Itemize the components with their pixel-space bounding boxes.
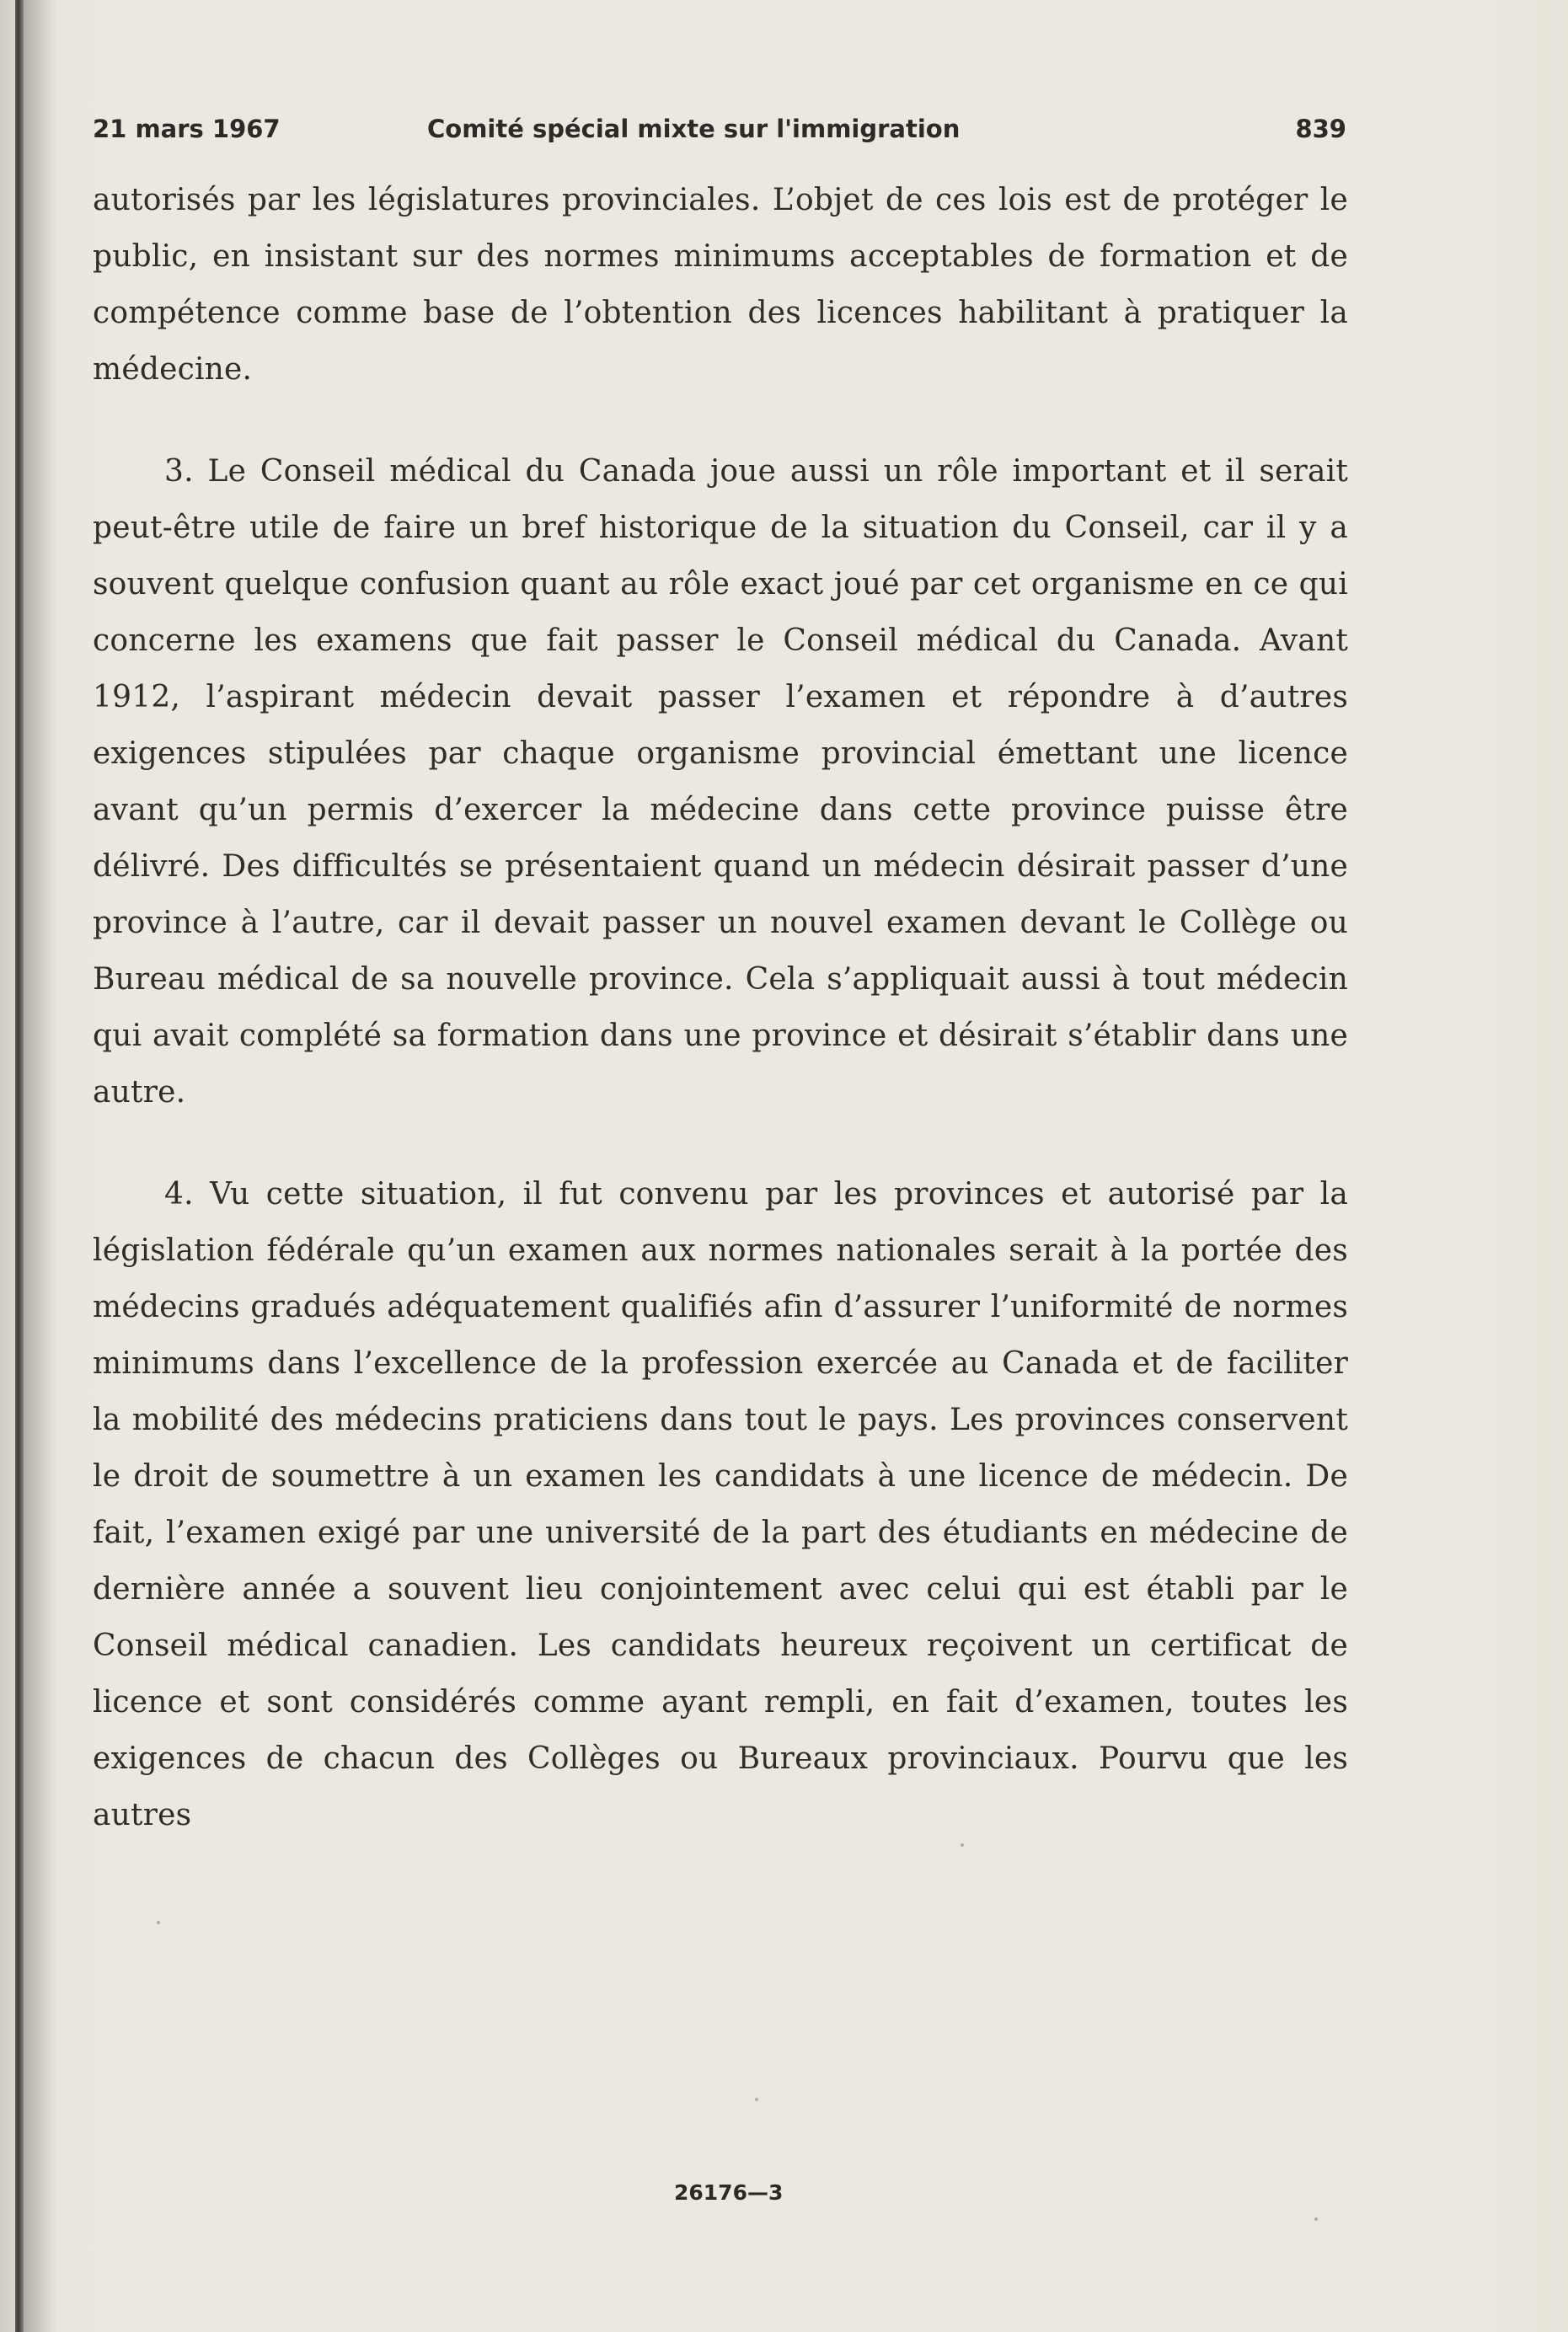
scan-speck <box>755 2098 758 2101</box>
footer-signature-code: 26176—3 <box>674 2180 784 2205</box>
body-text <box>93 172 1348 1843</box>
binding-shadow <box>24 0 57 2332</box>
header-date: 21 mars 1967 <box>93 115 281 143</box>
binding-spine <box>15 0 24 2332</box>
scan-speck <box>1314 2217 1318 2221</box>
paragraph-continued: autorisés par les législatures provinciales. L’objet de ces lois est de protéger le public, en insistant sur des normes minimums acceptables de formation et de compétence comme base de l’obtention des licences habilitant à pratiquer la médecine. <box>93 183 1348 387</box>
header-title: Comité spécial mixte sur l'immigration <box>427 115 961 143</box>
running-header <box>93 115 1346 148</box>
scan-speck <box>961 1843 964 1847</box>
scan-speck <box>157 1921 160 1924</box>
paragraph-3: 3. Le Conseil médical du Canada joue aussi un rôle important et il serait peut-être utile de faire un bref historique de la situation du Conseil, car il y a souvent quelque confusion quant au rôle exact joué par cet organisme en ce qui concerne les examens que fait passer le Conseil médical du Canada. Avant 1912, l’aspirant médecin devait passer l’examen et répondre à d’autres exigences stipulées par chaque organisme provincial émettant une licence avant qu’un permis d’exercer la médecine dans cette province puisse être délivré. Des difficultés se présentaient quand un médecin désirait passer d’une province à l’autre, car il devait passer un nouvel examen devant le Collège ou Bureau médical de sa nouvelle province. Cela s’appliquait aussi à tout médecin qui avait complété sa formation dans une province et désirait s’établir dans une autre. <box>93 454 1348 1110</box>
page-number: 839 <box>1295 115 1346 143</box>
paragraph-4: 4. Vu cette situation, il fut convenu par les provinces et autorisé par la législation fédérale qu’un examen aux normes nationales serait à la portée des médecins gradués adéquatement qualifiés afin d’assurer l’uniformité de normes minimums dans l’excellence de la profession exercée au Canada et de faciliter la mobilité des médecins praticiens dans tout le pays. Les provinces conservent le droit de soumettre à un examen les candidats à une licence de médecin. De fait, l’examen exigé par une université de la part des étudiants en médecine de dernière année a souvent lieu conjointement avec celui qui est établi par le Conseil médical canadien. Les candidats heureux reçoivent un certificat de licence et sont considérés comme ayant rempli, en fait d’examen, toutes les exigences de chacun des Collèges ou Bureaux provinciaux. Pourvu que les autres <box>93 1177 1348 1832</box>
